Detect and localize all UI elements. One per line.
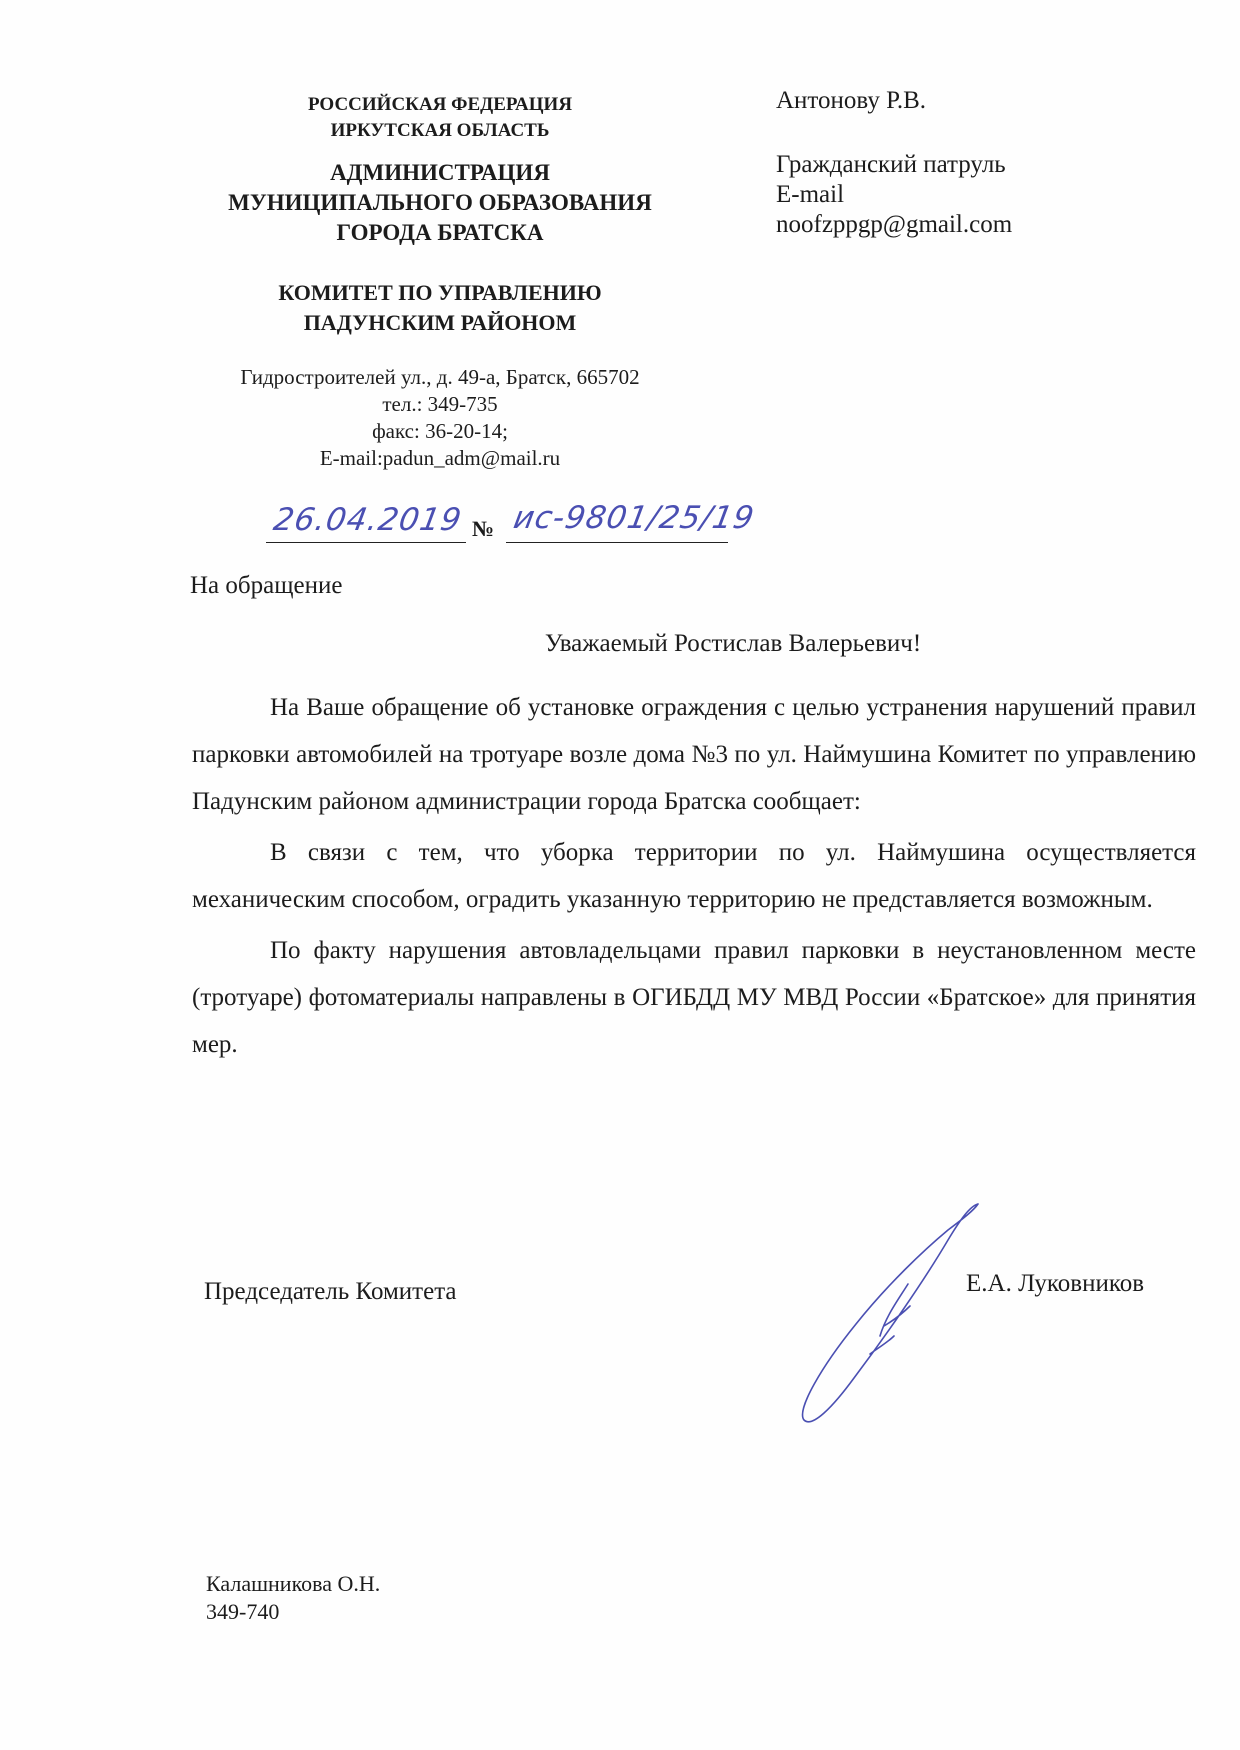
subject-line: На обращение	[190, 572, 343, 599]
letterhead	[190, 92, 690, 472]
handwritten-number: ис-9801/25/19	[510, 500, 758, 536]
letterhead-country: РОССИЙСКАЯ ФЕДЕРАЦИЯ	[307, 94, 573, 115]
registration-line	[266, 498, 758, 548]
handwritten-signature	[752, 1196, 992, 1436]
letterhead-committee-line: ПАДУНСКИМ РАЙОНОМ	[303, 310, 577, 335]
letterhead-phone: тел.: 349-735	[382, 392, 498, 416]
letterhead-admin-line: МУНИЦИПАЛЬНОГО ОБРАЗОВАНИЯ	[228, 190, 652, 215]
handwritten-date: 26.04.2019	[270, 502, 465, 538]
letterhead-committee-line: КОМИТЕТ ПО УПРАВЛЕНИЮ	[278, 280, 602, 305]
number-underline	[506, 542, 728, 543]
date-underline	[266, 542, 466, 543]
letterhead-admin-line: ГОРОДА БРАТСКА	[336, 220, 544, 245]
body-paragraph: На Ваше обращение об установке ограждения с целью устранения нарушений правил парковки автомобилей на тротуаре возле дома №3 по ул. Наймушина Комитет по управлению Падунским районом администрации города Братска сообщает:	[192, 694, 1196, 815]
letterhead-address: Гидростроителей ул., д. 49-а, Братск, 665702	[240, 365, 640, 389]
letter-body	[192, 684, 1196, 1072]
letterhead-committee	[190, 278, 690, 338]
recipient-name: Антонову Р.В.	[776, 87, 927, 114]
recipient-email: noofzppgp@gmail.com	[776, 211, 1013, 238]
number-sign: №	[472, 516, 495, 541]
recipient-organization: Гражданский патруль	[776, 151, 1006, 178]
salutation: Уважаемый Ростислав Валерьевич!	[544, 630, 922, 657]
executor-block	[206, 1570, 380, 1626]
signatory-title: Председатель Комитета	[204, 1278, 457, 1305]
letterhead-admin	[190, 158, 690, 248]
spacer	[776, 116, 1196, 150]
recipient-email-label: E-mail	[776, 181, 845, 208]
executor-name: Калашникова О.Н.	[206, 1571, 381, 1596]
recipient-block	[776, 86, 1196, 240]
body-paragraph: В связи с тем, что уборка территории по ул. Наймушина осуществляется механическим способом, оградить указанную территорию не представляется возможным.	[192, 839, 1196, 913]
signature-stroke	[803, 1204, 978, 1422]
letterhead-contacts	[190, 364, 690, 472]
body-paragraph: По факту нарушения автовладельцами правил парковки в неустановленном месте (тротуаре) фотоматериалы направлены в ОГИБДД МУ МВД России «Братское» для принятия мер.	[192, 937, 1196, 1058]
signatory-name: Е.А. Луковников	[966, 1270, 1145, 1297]
executor-phone: 349-740	[206, 1599, 280, 1624]
letterhead-region: ИРКУТСКАЯ ОБЛАСТЬ	[330, 120, 550, 141]
letterhead-email: E-mail:padun_adm@mail.ru	[319, 446, 561, 470]
letterhead-admin-line: АДМИНИСТРАЦИЯ	[330, 160, 550, 185]
letterhead-fax: факс: 36-20-14;	[372, 419, 508, 443]
